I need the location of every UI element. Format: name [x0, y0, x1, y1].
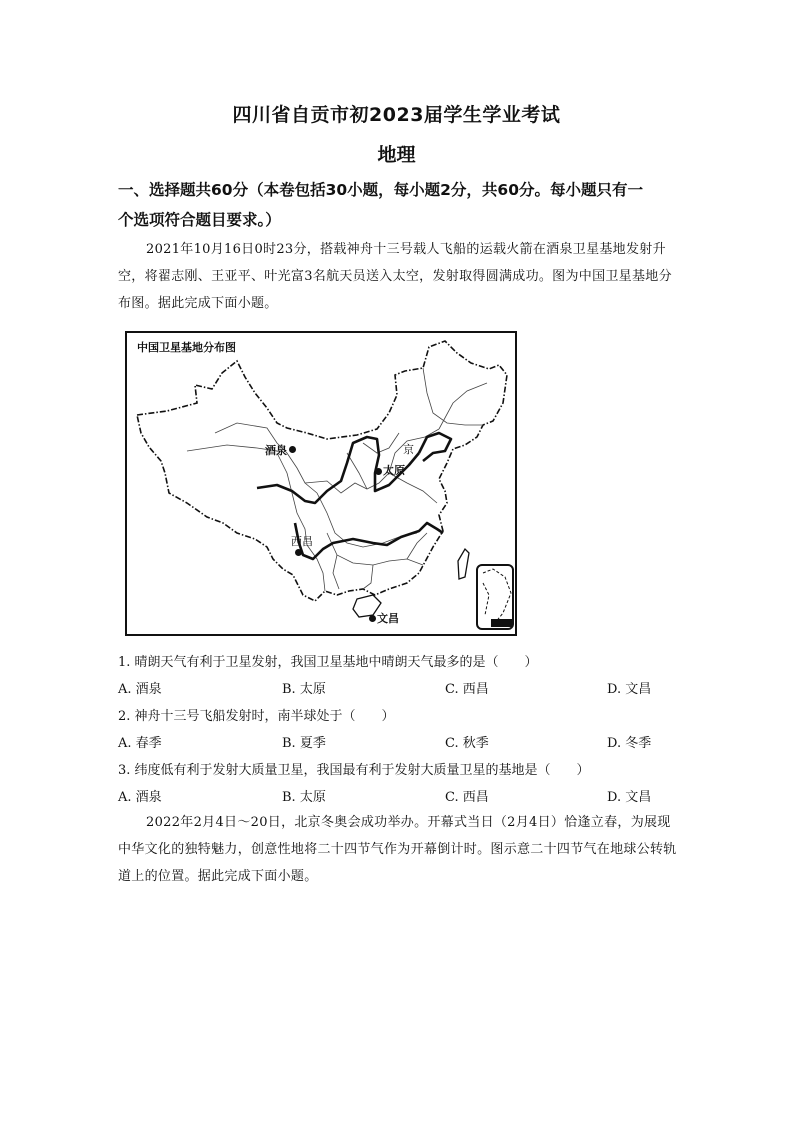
city-label-taiyuan: 太原: [383, 464, 405, 477]
option-text: 春季: [135, 736, 162, 751]
question-2-stem: 神舟十三号飞船发射时，南半球处于（ ）: [134, 709, 395, 724]
option-label: C.: [445, 736, 459, 751]
capital-label-beijing: 京: [403, 443, 414, 456]
option-label: D.: [607, 736, 622, 751]
city-marker-taiyuan: [375, 468, 382, 475]
q1-option-b[interactable]: [282, 678, 326, 697]
china-map-outline: [127, 333, 515, 634]
question-1: [118, 651, 538, 670]
exam-title: 四川省自贡市初2023届学生学业考试: [232, 104, 561, 126]
city-marker-jiuquan: [289, 446, 296, 453]
q1-option-c[interactable]: [445, 678, 489, 697]
question-2: [118, 705, 395, 724]
q2-option-c[interactable]: [445, 732, 489, 751]
option-text: 秋季: [462, 736, 489, 751]
china-satellite-base-map: [125, 331, 517, 636]
option-label: B.: [282, 736, 296, 751]
city-marker-xichang: [295, 549, 302, 556]
option-text: 西昌: [462, 790, 489, 805]
q3-option-d[interactable]: [607, 786, 651, 805]
question-2-number: 2.: [118, 709, 131, 724]
section-heading: [118, 175, 678, 235]
option-text: 文昌: [625, 790, 652, 805]
q2-option-a[interactable]: [118, 732, 162, 751]
map-title: 中国卫星基地分布图: [137, 341, 236, 354]
passage-1: 2021年10月16日0时23分，搭载神舟十三号载人飞船的运载火箭在酒泉卫星基地发射升空，将翟志刚、王亚平、叶光富3名航天员送入太空，发射取得圆满成功。图为中国卫星基地分布图。据此完成下面小题。: [118, 242, 672, 311]
option-label: C.: [445, 790, 459, 805]
q3-option-c[interactable]: [445, 786, 489, 805]
city-marker-wenchang: [369, 615, 376, 622]
q1-option-a[interactable]: [118, 678, 162, 697]
q3-option-a[interactable]: [118, 786, 162, 805]
passage-2: 2022年2月4日～20日，北京冬奥会成功举办。开幕式当日（2月4日）恰逢立春，为展现中华文化的独特魅力，创意性地将二十四节气作为开幕倒计时。图示意二十四节气在地球公转轨道上的位置。据此完成下面小题。: [118, 815, 677, 884]
section-heading-line2: 个选项符合题目要求。）: [118, 211, 281, 229]
city-label-wenchang: 文昌: [377, 612, 399, 625]
option-label: D.: [607, 682, 622, 697]
option-label: B.: [282, 790, 296, 805]
option-text: 文昌: [625, 682, 652, 697]
option-text: 酒泉: [135, 790, 162, 805]
option-text: 酒泉: [135, 682, 162, 697]
option-text: 太原: [299, 790, 326, 805]
option-label: A.: [118, 790, 132, 805]
option-label: A.: [118, 736, 132, 751]
q2-option-d[interactable]: [607, 732, 651, 751]
option-text: 冬季: [625, 736, 652, 751]
question-3-stem: 纬度低有利于发射大质量卫星，我国最有利于发射大质量卫星的基地是（ ）: [134, 763, 590, 778]
option-text: 太原: [299, 682, 326, 697]
q1-option-d[interactable]: [607, 678, 651, 697]
question-3-number: 3.: [118, 763, 131, 778]
question-1-number: 1.: [118, 655, 131, 670]
city-label-xichang: 西昌: [291, 535, 313, 548]
option-label: D.: [607, 790, 622, 805]
option-text: 西昌: [462, 682, 489, 697]
q2-option-b[interactable]: [282, 732, 326, 751]
question-3: [118, 759, 590, 778]
question-1-stem: 晴朗天气有利于卫星发射，我国卫星基地中晴朗天气最多的是（ ）: [134, 655, 538, 670]
subject-title: 地理: [377, 144, 416, 166]
section-heading-line1: 一、选择题共60分（本卷包括30小题，每小题2分，共60分。每小题只有一: [118, 181, 643, 199]
option-label: C.: [445, 682, 459, 697]
city-label-jiuquan: 酒泉: [265, 444, 287, 457]
option-label: A.: [118, 682, 132, 697]
option-label: B.: [282, 682, 296, 697]
q3-option-b[interactable]: [282, 786, 326, 805]
option-text: 夏季: [299, 736, 326, 751]
